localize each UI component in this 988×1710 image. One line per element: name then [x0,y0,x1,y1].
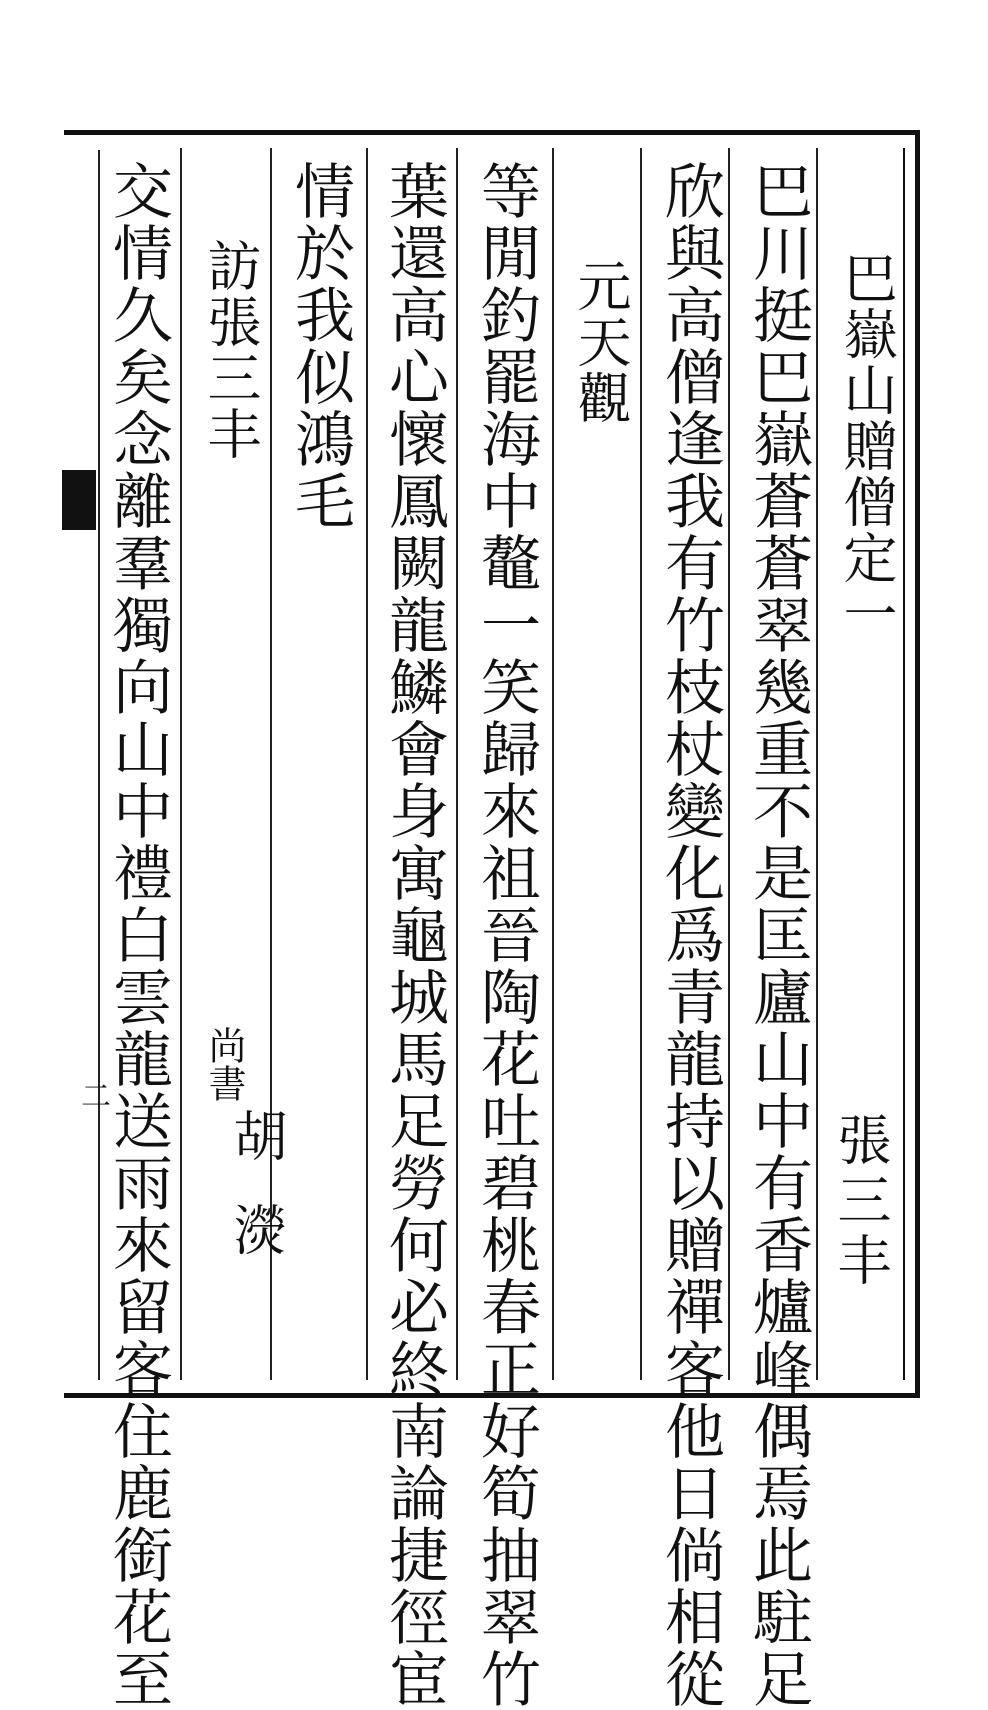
page-margin-column [68,150,100,1380]
column-rule [366,148,368,1380]
poem-line: 等閒釣罷海中鼇一笑歸來祖晉陶花吐碧桃春正好筍抽翠竹 [471,160,541,1710]
author-name: 胡濙 [225,1108,288,1296]
author-signature [190,1026,288,1326]
column-rule [180,148,182,1380]
author-office: 尚書 [202,1026,246,1102]
poem-line: 巴川挺巴嶽蒼蒼翠幾重不是匡廬山中有香爐峰偶焉此駐足 [743,160,813,1710]
poem-line: 交情久矣念離羣獨向山中禮白雲龍送雨來留客住鹿銜花至 [103,160,173,1710]
poem-line: 欣與高僧逢我有竹枝杖變化爲青龍持以贈禪客他日倘相從 [655,160,725,1710]
fishtail-mark [62,470,96,530]
column-rule [728,148,730,1380]
page-number: 二 [75,1080,110,1110]
column-rule [640,148,642,1380]
poem-title: 巴嶽山贈僧定一 [835,250,898,642]
poem-line: 葉還高心懷鳳闕龍鱗會身寓龜城馬足勞何必終南論捷徑宦 [379,160,449,1710]
poem-author: 張三丰 [829,1112,892,1292]
column-rule [552,148,554,1380]
poem-line: 情於我似鴻毛 [285,160,355,532]
column-rule [456,148,458,1380]
poem-title: 元天觀 [569,258,632,426]
column-rule [816,148,818,1380]
poem-title: 訪張三丰 [199,238,262,462]
